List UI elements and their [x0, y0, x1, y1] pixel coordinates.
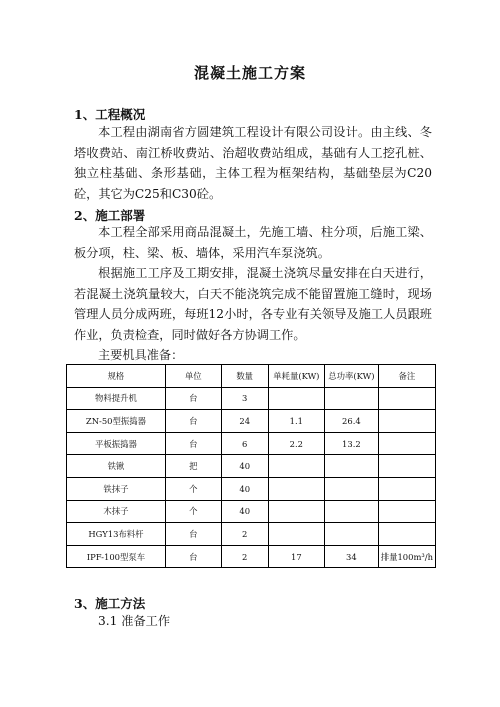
subsection-heading: 3.1 准备工作 [98, 614, 171, 628]
cell-spec: 木抹子 [67, 500, 166, 523]
cell-remark [378, 387, 435, 410]
table-row [67, 500, 436, 523]
section-2-paragraph-1 [74, 222, 432, 263]
cell-qty: 3 [221, 387, 268, 410]
cell-spec: 物料提升机 [67, 387, 166, 410]
table-row [67, 523, 436, 546]
cell-remark [378, 410, 435, 433]
cell-spec: IPF-100型泵车 [67, 545, 166, 568]
cell-unit-power [268, 523, 324, 546]
header-cell-unit-power: 单耗量(KW) [268, 365, 324, 388]
table-row [67, 387, 436, 410]
section-2-paragraph-1-text: 本工程全部采用商品混凝土，先施工墙、柱分项，后施工梁、板分项，柱、梁、板、墙体，采用汽车泵浇筑。 [74, 225, 432, 260]
section-2-paragraph-2 [74, 263, 432, 345]
cell-unit-power: 1.1 [268, 410, 324, 433]
cell-total-power: 26.4 [325, 410, 379, 433]
table-row [67, 545, 436, 568]
cell-total-power [325, 477, 379, 500]
cell-unit-power [268, 477, 324, 500]
cell-unit: 个 [165, 477, 221, 500]
cell-total-power [325, 523, 379, 546]
header-cell-spec: 规格 [67, 365, 166, 388]
cell-total-power [325, 455, 379, 478]
cell-unit: 台 [165, 387, 221, 410]
cell-remark: 排量100m³/h [378, 545, 435, 568]
cell-qty: 40 [221, 500, 268, 523]
cell-unit: 台 [165, 410, 221, 433]
cell-total-power: 34 [325, 545, 379, 568]
cell-spec: ZN-50型振捣器 [67, 410, 166, 433]
cell-total-power [325, 387, 379, 410]
cell-unit: 台 [165, 523, 221, 546]
cell-remark [378, 455, 435, 478]
cell-unit: 台 [165, 432, 221, 455]
header-cell-remark: 备注 [378, 365, 435, 388]
cell-unit-power [268, 387, 324, 410]
table-caption: 主要机具准备： [98, 348, 184, 362]
table-header-row [67, 365, 436, 388]
section-2-paragraph-2-text: 根据施工工序及工期安排，混凝土浇筑尽量安排在白天进行，若混凝土浇筑量较大，白天不能浇筑完成不能留置施工缝时，现场管理人员分成两班，每班12小时，各专业有关领导及施工人员跟班作业，负责检查，同时做好各方协调工作。 [74, 266, 432, 342]
cell-qty: 40 [221, 455, 268, 478]
section-body-1 [74, 122, 432, 204]
table-row [67, 432, 436, 455]
cell-total-power: 13.2 [325, 432, 379, 455]
table-row [67, 477, 436, 500]
cell-unit: 把 [165, 455, 221, 478]
cell-remark [378, 432, 435, 455]
header-cell-unit: 单位 [165, 365, 221, 388]
cell-unit-power: 17 [268, 545, 324, 568]
header-cell-qty: 数量 [221, 365, 268, 388]
section-body-1-text: 本工程由湖南省方圆建筑工程设计有限公司设计。由主线、冬塔收费站、南江桥收费站、治超收费站组成，基础有人工挖孔桩、独立柱基础、条形基础，主体工程为框架结构，基础垫层为C20砼，其它为C25和C30砼。 [74, 125, 432, 201]
header-cell-total-power: 总功率(KW) [325, 365, 379, 388]
section-heading-2: 2、施工部署 [74, 208, 146, 223]
equipment-table [66, 364, 436, 568]
cell-remark [378, 500, 435, 523]
cell-qty: 24 [221, 410, 268, 433]
cell-remark [378, 523, 435, 546]
cell-unit-power [268, 455, 324, 478]
cell-spec: HGY13布料杆 [67, 523, 166, 546]
cell-total-power [325, 500, 379, 523]
table-row [67, 410, 436, 433]
section-heading-3: 3、施工方法 [74, 596, 146, 611]
cell-qty: 2 [221, 545, 268, 568]
cell-unit: 个 [165, 500, 221, 523]
cell-spec: 平板振捣器 [67, 432, 166, 455]
page-title: 混凝土施工方案 [193, 64, 306, 82]
cell-unit-power: 2.2 [268, 432, 324, 455]
cell-spec: 铁抹子 [67, 477, 166, 500]
cell-qty: 40 [221, 477, 268, 500]
table-row [67, 455, 436, 478]
cell-unit: 台 [165, 545, 221, 568]
cell-qty: 6 [221, 432, 268, 455]
equipment-table-body [67, 365, 436, 568]
cell-spec: 铁锹 [67, 455, 166, 478]
section-heading-1: 1、工程概况 [74, 107, 146, 122]
cell-unit-power [268, 500, 324, 523]
cell-remark [378, 477, 435, 500]
cell-qty: 2 [221, 523, 268, 546]
